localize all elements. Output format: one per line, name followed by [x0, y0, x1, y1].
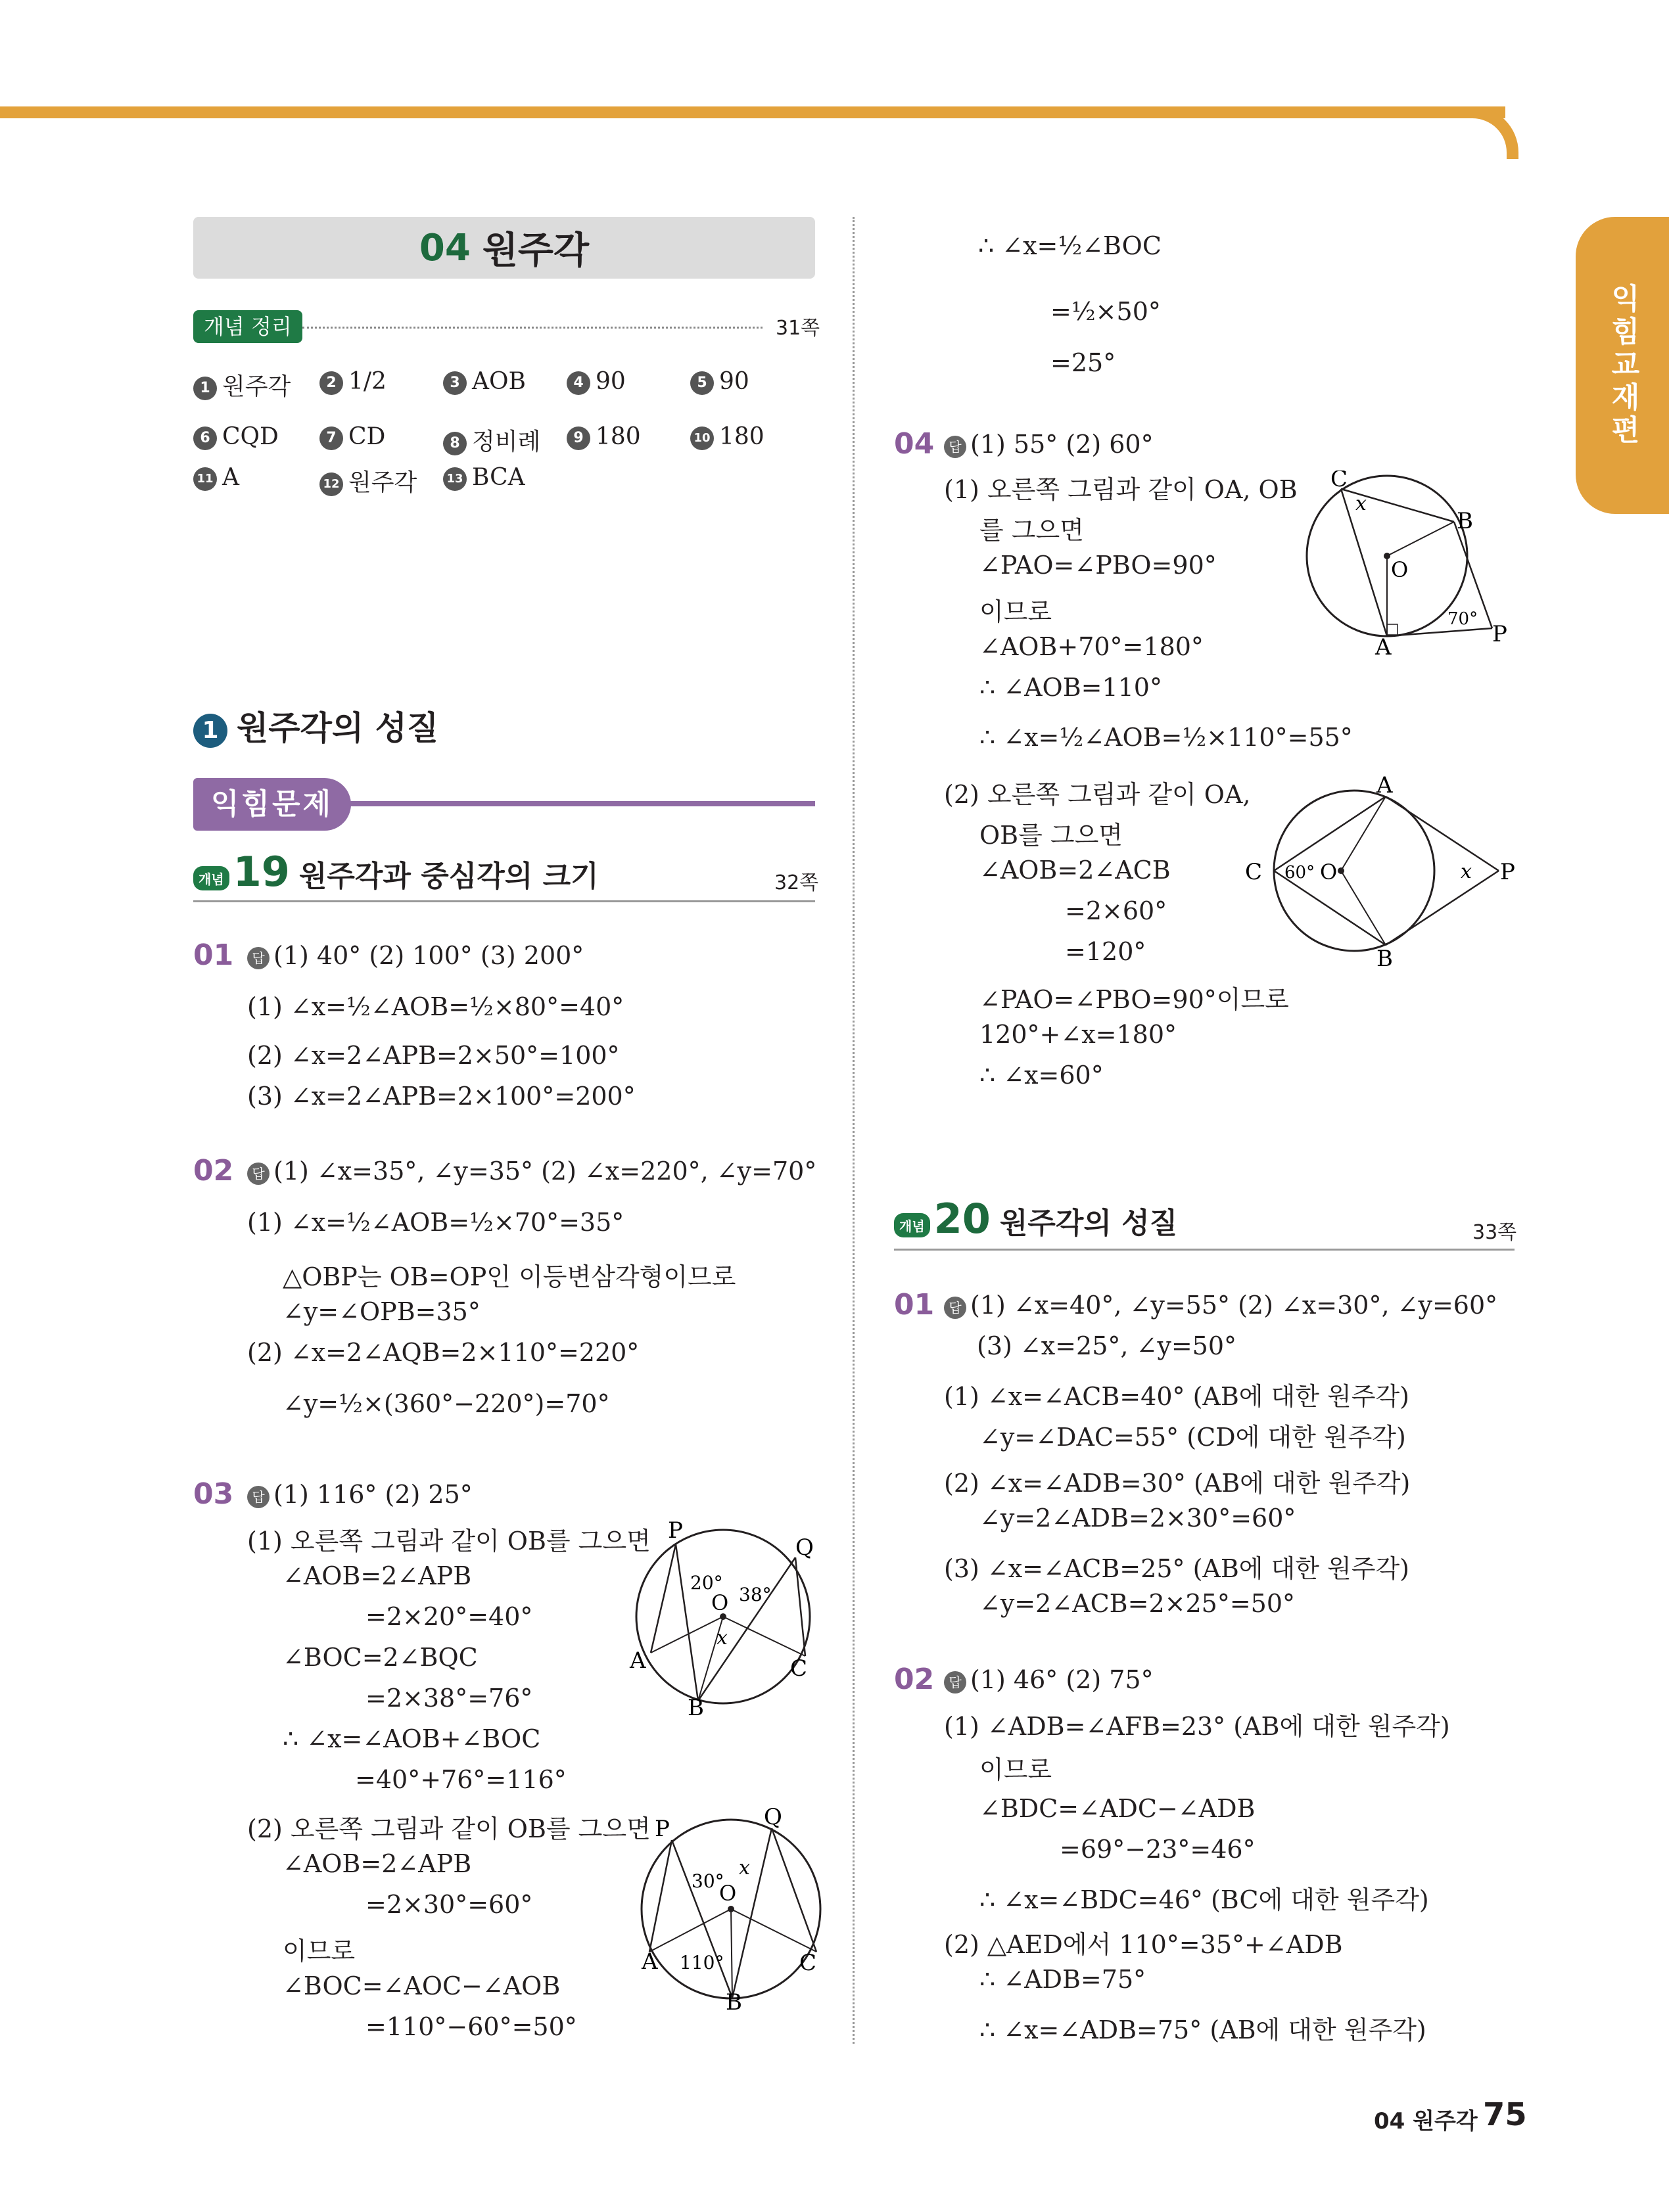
answer-number: 6	[193, 426, 217, 450]
solution-line: ∠BDC=∠ADC−∠ADB	[979, 1794, 1256, 1823]
solution-line: ∠PAO=∠PBO=90°	[979, 551, 1217, 580]
group-20-page-ref: 33쪽	[1472, 1221, 1517, 1244]
solution-line: ∴ ∠x=½∠BOC	[978, 231, 1162, 260]
solution-line: =2×20°=40°	[365, 1602, 533, 1631]
answer-number: 13	[443, 467, 467, 491]
point-label: P	[655, 1816, 670, 1842]
section-name: 원주각의 성질	[237, 709, 439, 747]
group-number: 19	[233, 848, 290, 896]
concept-answer: 13 BCA	[443, 464, 525, 491]
answer-number: 12	[319, 472, 343, 496]
answer-badge: 답	[944, 436, 966, 458]
solution-line: =2×38°=76°	[365, 1684, 533, 1713]
answer-number: 7	[319, 426, 343, 450]
group-19-underline	[193, 900, 815, 902]
solution-line: ∠AOB=2∠ACB	[979, 856, 1171, 885]
concept-dotted-line	[302, 327, 763, 329]
solution-line: (1) 오른쪽 그림과 같이 OB를 그으면	[247, 1527, 651, 1555]
concept-answer: 11 A	[193, 464, 239, 491]
answer-number: 11	[193, 467, 217, 491]
concept-answer: 8 정비례	[443, 423, 540, 457]
angle-label: x	[1461, 860, 1472, 883]
solution-line: ∠BOC=2∠BQC	[283, 1643, 478, 1672]
answer-number: 9	[567, 426, 590, 450]
chapter-title	[193, 217, 815, 279]
column-divider	[853, 217, 855, 2044]
answer-badge: 답	[944, 1671, 966, 1694]
solution-line: (1) ∠x=½∠AOB=½×70°=35°	[247, 1208, 624, 1237]
solution-line: ∴ ∠x=∠AOB+∠BOC	[283, 1724, 541, 1753]
point-label: Q	[764, 1804, 782, 1830]
solution-line: ∴ ∠AOB=110°	[979, 673, 1162, 702]
solution-line: =69°−23°=46°	[1060, 1835, 1256, 1864]
problem-number: 03	[193, 1477, 234, 1511]
concept-answer: 1 원주각	[193, 368, 291, 402]
answer-number: 3	[443, 371, 467, 395]
top-rule-curve	[1446, 106, 1518, 159]
solution-line: 이므로	[283, 1937, 356, 1966]
problem-number: 01	[894, 1288, 935, 1322]
concept-answer: 9 180	[567, 423, 641, 450]
answer-badge: 답	[247, 1163, 270, 1185]
concept-answer: 10 180	[690, 423, 764, 450]
point-label: C	[799, 1950, 817, 1976]
side-tab	[1576, 217, 1669, 514]
solution-line: ∠AOB=2∠APB	[283, 1561, 472, 1590]
group-title: 원주각과 중심각의 크기	[298, 860, 599, 893]
chapter-name: 원주각	[482, 229, 590, 272]
point-label: B	[726, 1989, 742, 2016]
solution-line: =25°	[1050, 348, 1116, 377]
answer-number: 1	[193, 377, 217, 400]
section-title	[193, 702, 438, 749]
answer-line: 답 (1) 40° (2) 100° (3) 200°	[247, 941, 584, 970]
practice-banner: 익힘문제	[193, 778, 351, 831]
point-label: P	[668, 1518, 683, 1544]
solution-line: ∴ ∠x=60°	[979, 1061, 1104, 1090]
problem-number: 02	[894, 1663, 935, 1696]
solution-line: =½×50°	[1050, 297, 1161, 326]
solution-line: (1) ∠x=½∠AOB=½×80°=40°	[247, 992, 624, 1021]
solution-line: =2×60°	[1065, 896, 1167, 925]
problem-number: 04	[894, 427, 935, 461]
answer-line: 답 (1) ∠x=40°, ∠y=55° (2) ∠x=30°, ∠y=60°	[944, 1291, 1497, 1320]
solution-line: =110°−60°=50°	[365, 2012, 577, 2041]
answer-number: 5	[690, 371, 714, 395]
point-label: A	[1376, 775, 1393, 798]
point-label: B	[1376, 946, 1393, 966]
answer-line: (3) ∠x=25°, ∠y=50°	[977, 1331, 1237, 1360]
answer-line: 답 (1) 116° (2) 25°	[247, 1480, 473, 1509]
solution-line: (2) 오른쪽 그림과 같이 OB를 그으면	[247, 1814, 651, 1843]
concept-answer: 7 CD	[319, 423, 385, 450]
point-label: C	[1245, 859, 1263, 885]
point-label: P	[1500, 859, 1515, 885]
answer-badge: 답	[944, 1297, 966, 1319]
angle-label: 70°	[1447, 609, 1478, 629]
angle-label: 20°	[690, 1572, 723, 1594]
solution-line: (1) ∠x=∠ACB=40° (AB에 대한 원주각)	[944, 1382, 1409, 1411]
solution-line: (1) ∠ADB=∠AFB=23° (AB에 대한 원주각)	[944, 1712, 1450, 1741]
point-label: B	[1457, 508, 1473, 534]
solution-line: (3) ∠x=∠ACB=25° (AB에 대한 원주각)	[944, 1554, 1409, 1583]
solution-line: =2×30°=60°	[365, 1890, 533, 1919]
solution-line: ∴ ∠x=∠BDC=46° (BC에 대한 원주각)	[979, 1885, 1429, 1914]
answer-number: 8	[443, 432, 467, 455]
solution-line: 이므로	[979, 1755, 1052, 1784]
point-label: A	[642, 1948, 658, 1975]
group-number: 20	[933, 1195, 991, 1243]
answer-line: 답 (1) 46° (2) 75°	[944, 1665, 1154, 1694]
solution-line: ∠AOB+70°=180°	[979, 632, 1204, 661]
problem-number: 02	[193, 1154, 234, 1187]
solution-line: ∠y=2∠ADB=2×30°=60°	[979, 1504, 1296, 1532]
solution-line: =120°	[1065, 937, 1146, 966]
solution-line: ∠y=∠DAC=55° (CD에 대한 원주각)	[979, 1423, 1406, 1452]
group-19-header	[193, 848, 599, 896]
solution-line: ∴ ∠x=½∠AOB=½×110°=55°	[979, 723, 1353, 752]
point-label: P	[1492, 621, 1507, 647]
solution-line: OB를 그으면	[979, 821, 1123, 850]
answer-line: 답 (1) 55° (2) 60°	[944, 430, 1154, 459]
footer-chapter: 04 원주각	[1374, 2108, 1478, 2134]
solution-line: =40°+76°=116°	[355, 1765, 567, 1794]
concept-answer: 3 AOB	[443, 368, 526, 395]
point-label: O	[1391, 557, 1409, 582]
concept-summary-tag: 개념 정리	[193, 310, 302, 343]
answer-number: 2	[319, 371, 343, 395]
solution-line: (2) 오른쪽 그림과 같이 OA,	[944, 780, 1251, 809]
solution-line: 120°+∠x=180°	[979, 1020, 1177, 1049]
concept-answer: 6 CQD	[193, 423, 279, 450]
answer-number: 4	[567, 371, 590, 395]
group-badge: 개념	[193, 866, 229, 890]
solution-line: ∠PAO=∠PBO=90°이므로	[979, 985, 1289, 1014]
concept-answer: 12 원주각	[319, 464, 417, 497]
solution-line: ∠y=∠OPB=35°	[283, 1297, 481, 1326]
solution-line: (1) 오른쪽 그림과 같이 OA, OB	[944, 475, 1298, 504]
practice-banner-line	[342, 801, 815, 806]
solution-line: (3) ∠x=2∠APB=2×100°=200°	[247, 1082, 636, 1111]
point-label: A	[630, 1647, 646, 1674]
side-tab-label: 익힘교재편	[1606, 283, 1639, 448]
figure-circle-3	[1302, 471, 1518, 655]
angle-label: x	[739, 1856, 750, 1879]
solution-line: (2) ∠x=∠ADB=30° (AB에 대한 원주각)	[944, 1469, 1411, 1498]
point-label: O	[711, 1590, 729, 1615]
solution-line: (2) ∠x=2∠AQB=2×110°=220°	[247, 1338, 640, 1367]
figure-circle-4	[1242, 775, 1518, 966]
concept-answer: 5 90	[690, 368, 749, 395]
solution-line: (2) △AED에서 110°=35°+∠ADB	[944, 1930, 1343, 1959]
concept-answer: 4 90	[567, 368, 626, 395]
point-label: C	[790, 1655, 808, 1682]
answer-line: 답 (1) ∠x=35°, ∠y=35° (2) ∠x=220°, ∠y=70°	[247, 1157, 816, 1186]
solution-line: ∠AOB=2∠APB	[283, 1849, 472, 1878]
point-label: O	[1320, 860, 1338, 885]
solution-line: ∴ ∠ADB=75°	[979, 1965, 1146, 1994]
group-badge: 개념	[894, 1213, 930, 1237]
solution-line: (2) ∠x=2∠APB=2×50°=100°	[247, 1041, 620, 1070]
solution-line: ∠BOC=∠AOC−∠AOB	[283, 1971, 561, 2000]
solution-line: ∴ ∠x=∠ADB=75° (AB에 대한 원주각)	[979, 2016, 1426, 2044]
solution-line: 를 그으면	[979, 516, 1084, 545]
point-label: Q	[795, 1534, 814, 1561]
page-number: 75	[1483, 2096, 1527, 2133]
answer-number: 10	[690, 426, 714, 450]
solution-line: △OBP는 OB=OP인 이등변삼각형이므로	[283, 1262, 736, 1291]
angle-label: x	[717, 1626, 728, 1649]
angle-label: 30°	[692, 1870, 724, 1892]
group-20-header	[894, 1195, 1177, 1243]
section-number: 1	[193, 714, 227, 748]
chapter-number: 04	[419, 226, 471, 269]
point-label: C	[1330, 471, 1348, 492]
point-label: A	[1375, 634, 1392, 655]
point-label: B	[688, 1695, 704, 1715]
angle-label: 110°	[680, 1952, 724, 1973]
solution-line: ∠y=2∠ACB=2×25°=50°	[979, 1589, 1296, 1618]
solution-line: ∠y=½×(360°−220°)=70°	[283, 1389, 610, 1418]
group-19-page-ref: 32쪽	[774, 871, 819, 894]
point-label: O	[719, 1881, 737, 1906]
problem-number: 01	[193, 938, 234, 972]
angle-label: 38°	[739, 1584, 772, 1605]
group-20-underline	[894, 1249, 1515, 1251]
concept-answer: 2 1/2	[319, 368, 387, 395]
answer-badge: 답	[247, 1486, 270, 1508]
solution-line: 이므로	[979, 597, 1052, 626]
figure-circle-1	[618, 1518, 828, 1715]
angle-label: 60°	[1284, 863, 1315, 883]
angle-label: x	[1355, 492, 1367, 515]
concept-page-ref: 31쪽	[776, 317, 820, 340]
group-title: 원주각의 성질	[999, 1207, 1178, 1240]
top-rule	[0, 106, 1505, 118]
answer-badge: 답	[247, 947, 270, 969]
figure-circle-2	[626, 1801, 836, 2017]
